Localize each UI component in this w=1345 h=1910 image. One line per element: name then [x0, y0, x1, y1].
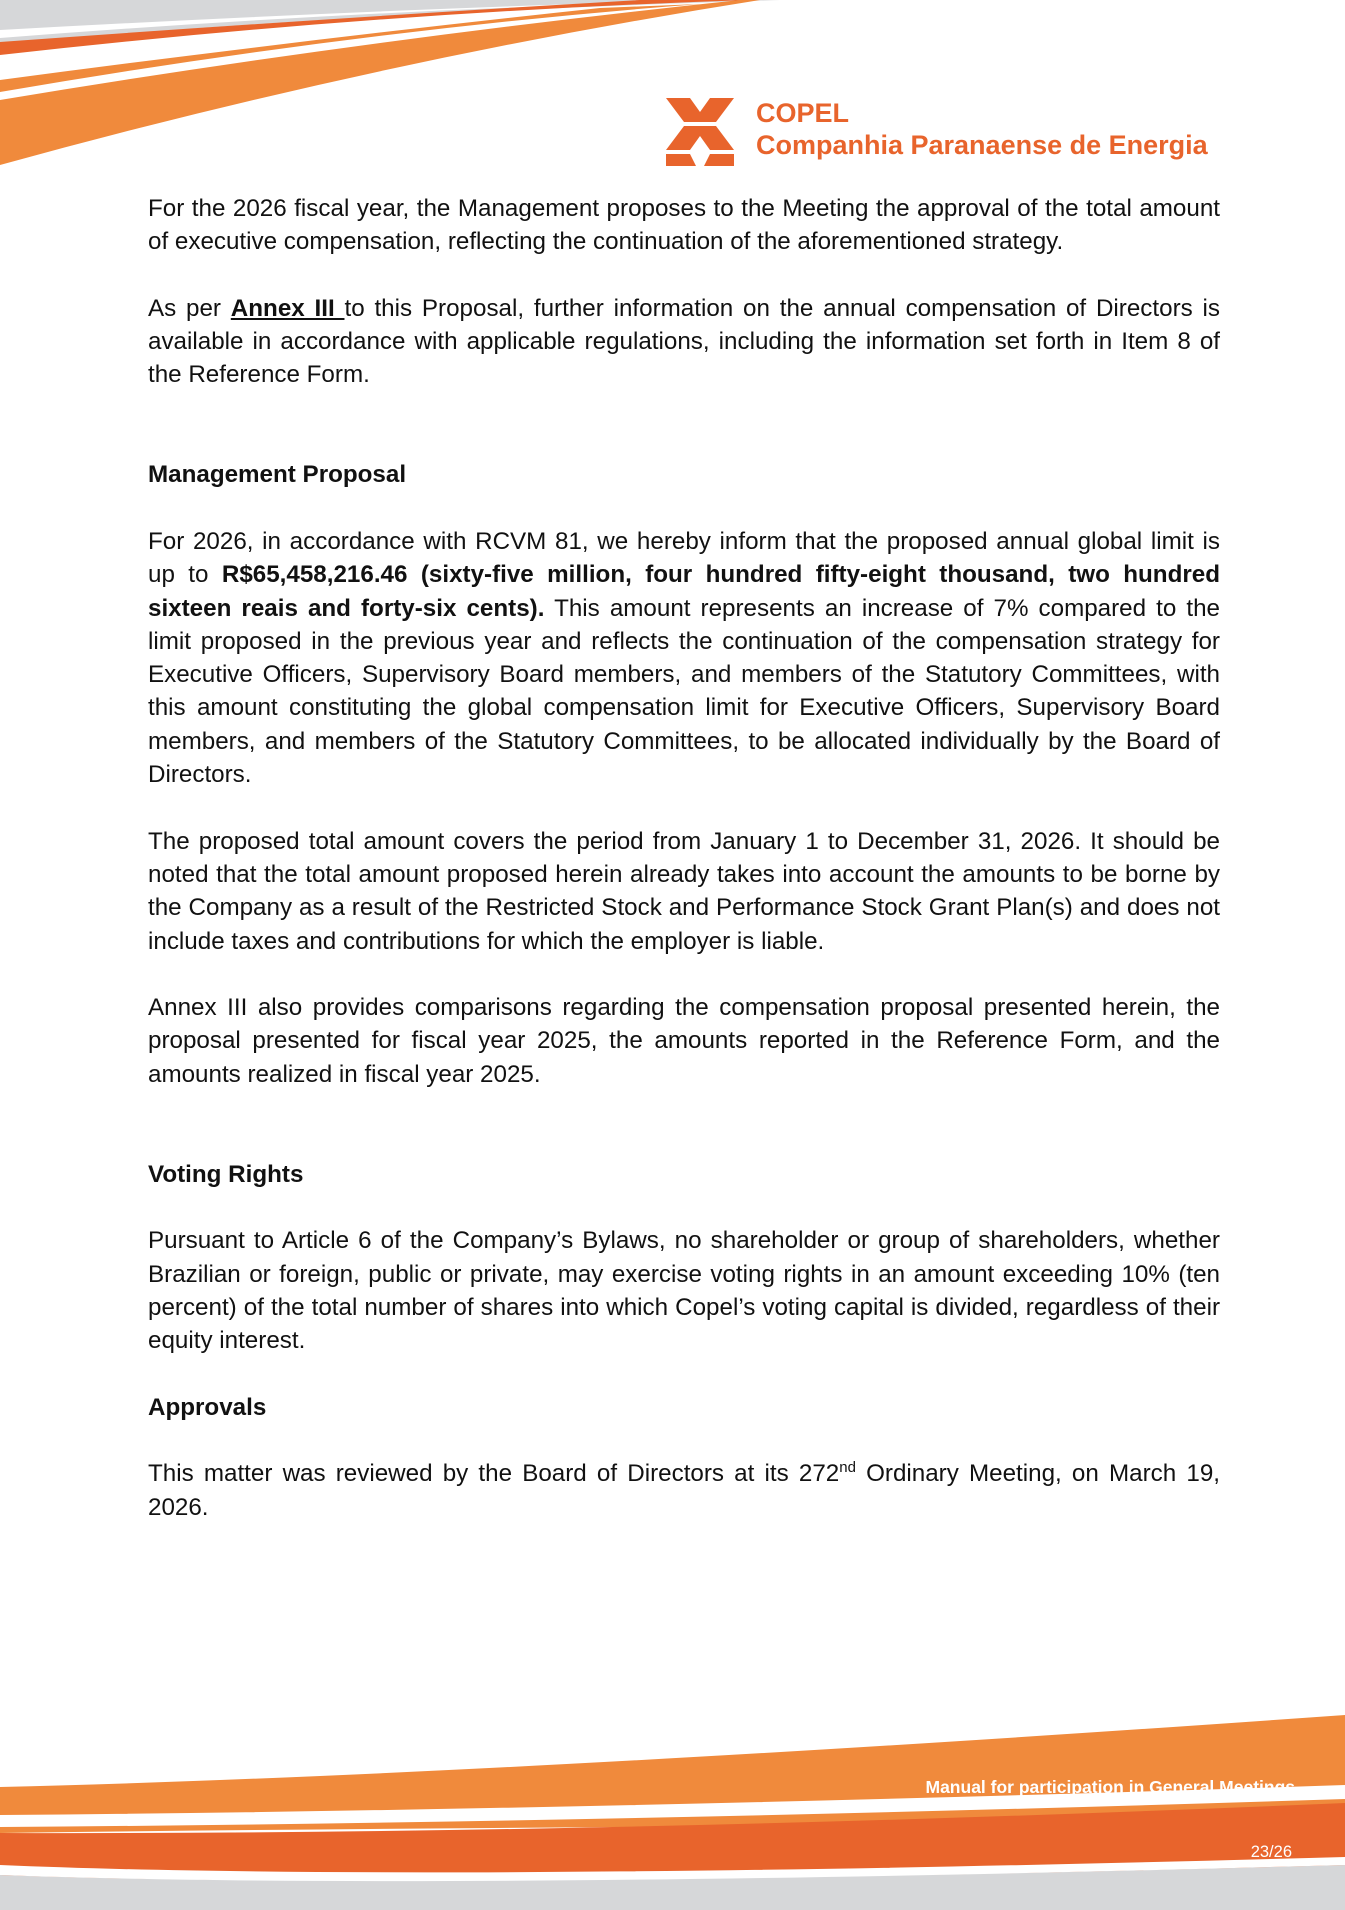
heading-management-proposal: Management Proposal — [148, 461, 407, 489]
spacer — [148, 425, 1220, 458]
paragraph-global-limit — [148, 525, 1220, 791]
global-limit-amount: R$65,458,216.46 (sixty-five million, four hundred fifty-eight thousand, two hundred sixteen reais and forty-six cents). — [148, 561, 1220, 622]
logo-title: COPEL — [756, 98, 850, 128]
approvals-suffix: Ordinary Meeting, on March 19, 2026. — [148, 1460, 1220, 1521]
paragraph-annex-prefix: As per — [148, 294, 231, 322]
paragraph-annex-reference — [148, 292, 1220, 392]
spacer — [148, 1124, 1220, 1157]
copel-logo-icon — [660, 96, 740, 168]
paragraph-voting-rights: Pursuant to Article 6 of the Company’s Bylaws, no shareholder or group of shareholders, whether Brazilian or foreign, public or private, may exercise voting rights in an amount exceeding 10% (ten percent) of the total number of shares into which Copel’s voting capital is divided, regardless of their equity interest. — [148, 1227, 1220, 1355]
approvals-prefix: This matter was reviewed by the Board of Directors at its 272 — [148, 1460, 840, 1488]
footer-title: Manual for participation in General Meetings — [925, 1777, 1295, 1797]
paragraph-fiscal-year: For the 2026 fiscal year, the Management proposes to the Meeting the approval of the total amount of executive compensation, reflecting the continuation of the aforementioned strategy. — [148, 195, 1220, 256]
logo-subtitle: Companhia Paranaense de Energia — [756, 130, 1208, 160]
paragraph-period: The proposed total amount covers the period from January 1 to December 31, 2026. It should be noted that the total amount proposed herein already takes into account the amounts to be borne by the Company as a result of the Restricted Stock and Performance Stock Grant Plan(s) and does not include taxes and contributions for which the employer is liable. — [148, 827, 1220, 955]
paragraph-approvals — [148, 1457, 1220, 1524]
heading-voting-rights: Voting Rights — [148, 1160, 304, 1188]
document-body — [148, 192, 1220, 1557]
heading-approvals: Approvals — [148, 1393, 267, 1421]
ordinal-suffix: nd — [839, 1459, 856, 1477]
global-limit-suffix: This amount represents an increase of 7% compared to the limit proposed in the previous year and reflects the continuation of the compensation strategy for Executive Officers, Supervisory Board members, and members of the Statutory Committees, with this amount constituting the global compensation limit for Executive Officers, Supervisory Board members, and members of the Statutory Committees, to be allocated individually by the Board of Directors. — [148, 594, 1220, 789]
global-limit-prefix: For 2026, in accordance with RCVM 81, we hereby inform that the proposed annual global limit is up to — [148, 527, 1220, 589]
footer-swoosh — [0, 1715, 1345, 1910]
company-logo — [660, 96, 1220, 168]
page-number: 23/26 — [1250, 1843, 1292, 1861]
paragraph-comparisons: Annex III also provides comparisons regarding the compensation proposal presented herein, the proposal presented for fiscal year 2025, the amounts reported in the Reference Form, and the amounts realized in fiscal year 2025. — [148, 994, 1220, 1088]
annex-iii-link[interactable]: Annex III — [230, 294, 345, 322]
paragraph-annex-suffix: to this Proposal, further information on the annual compensation of Directors is available in accordance with applicable regulations, including the information set forth in Item 8 of the Reference Form. — [148, 294, 1220, 389]
